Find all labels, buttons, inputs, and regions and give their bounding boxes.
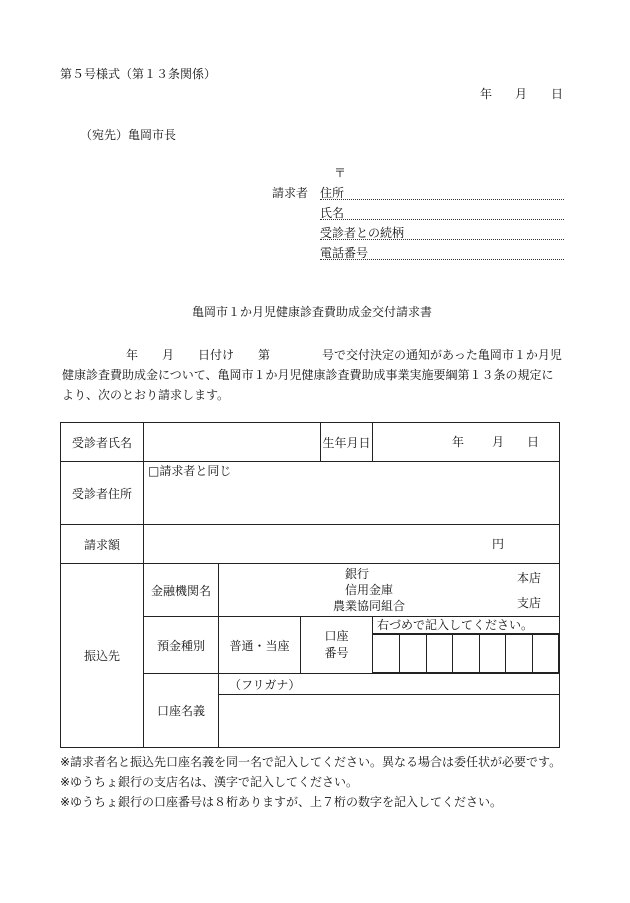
requester-relation-label: 受診者との続柄 bbox=[320, 226, 405, 240]
document-title: 亀岡市１か月児健康診査費助成金交付請求書 bbox=[192, 305, 433, 319]
claim-amount-label: 請求額 bbox=[61, 525, 144, 564]
yen-unit: 円 bbox=[492, 537, 505, 551]
account-number-label-line2: 番号 bbox=[324, 646, 349, 660]
birth-year: 年 bbox=[452, 435, 465, 449]
form-number: 第５号様式（第１３条関係） bbox=[60, 67, 217, 81]
birth-day: 日 bbox=[527, 435, 540, 449]
birth-date-cell[interactable] bbox=[373, 423, 560, 462]
body-line3: より、次のとおり請求します。 bbox=[62, 388, 230, 402]
body-day-dated: 日付け bbox=[198, 348, 235, 362]
patient-name-label: 受診者氏名 bbox=[61, 423, 144, 462]
requester-name-line[interactable] bbox=[320, 219, 564, 220]
account-digit-3[interactable] bbox=[426, 635, 453, 673]
furigana-cell[interactable] bbox=[219, 674, 560, 695]
account-digit-1[interactable] bbox=[373, 635, 400, 673]
date-day: 日 bbox=[551, 87, 564, 101]
institution-name-cell[interactable] bbox=[219, 564, 560, 617]
patient-address-cell[interactable] bbox=[144, 462, 560, 525]
date-month: 月 bbox=[515, 87, 528, 101]
account-digit-6[interactable] bbox=[506, 635, 533, 673]
account-digit-7[interactable] bbox=[532, 635, 559, 673]
note-2: ※ゆうちょ銀行の支店名は、漢字で記入してください。 bbox=[60, 775, 359, 789]
postal-mark: 〒 bbox=[334, 166, 347, 180]
account-digit-2[interactable] bbox=[400, 635, 427, 673]
same-as-requester-checkbox[interactable]: □請求者と同じ bbox=[148, 464, 232, 478]
note-3: ※ゆうちょ銀行の口座番号は８桁ありますが、上７桁の数字を記入してください。 bbox=[60, 795, 503, 809]
branch-label: 支店 bbox=[517, 596, 542, 610]
account-number-cell bbox=[373, 617, 560, 674]
agri-coop-label: 農業協同組合 bbox=[333, 599, 406, 613]
requester-phone-label: 電話番号 bbox=[320, 246, 369, 260]
note-1: ※請求者名と振込先口座名義を同一名で記入してください。異なる場合は委任状が必要です。 bbox=[60, 755, 562, 769]
account-digit-4[interactable] bbox=[453, 635, 480, 673]
credit-union-label: 信用金庫 bbox=[345, 583, 394, 597]
birth-month: 月 bbox=[492, 435, 505, 449]
body-line2: 健康診査費助成金について、亀岡市１か月児健康診査費助成事業実施要綱第１３条の規定に bbox=[62, 368, 554, 382]
bank-label: 銀行 bbox=[345, 567, 370, 581]
body-dai: 第 bbox=[258, 348, 271, 362]
right-align-note: 右づめで記入してください。 bbox=[373, 617, 559, 634]
account-number-digits bbox=[373, 634, 559, 673]
date-year: 年 bbox=[480, 87, 493, 101]
requester-address-label: 住所 bbox=[320, 186, 345, 200]
patient-address-label: 受診者住所 bbox=[61, 462, 144, 525]
application-table bbox=[60, 422, 560, 748]
requester-address-line[interactable] bbox=[320, 199, 564, 200]
deposit-type-options[interactable]: 普通・当座 bbox=[219, 617, 301, 674]
account-number-label bbox=[301, 617, 373, 674]
account-number-label-line1: 口座 bbox=[324, 629, 349, 644]
claim-amount-cell[interactable] bbox=[144, 525, 560, 564]
body-month: 月 bbox=[162, 348, 175, 362]
requester-phone-line[interactable] bbox=[320, 259, 564, 260]
patient-name-cell[interactable] bbox=[144, 423, 321, 462]
transfer-to-label: 振込先 bbox=[61, 564, 144, 748]
addressee: （宛先）亀岡市長 bbox=[80, 128, 177, 142]
deposit-type-label: 預金種別 bbox=[144, 617, 219, 674]
account-holder-label: 口座名義 bbox=[144, 674, 219, 748]
body-year: 年 bbox=[126, 348, 139, 362]
body-line1-text: 号で交付決定の通知があった亀岡市１か月児 bbox=[322, 348, 562, 362]
head-office-label: 本店 bbox=[517, 571, 542, 585]
requester-name-label: 氏名 bbox=[320, 206, 345, 220]
requester-relation-line[interactable] bbox=[320, 239, 564, 240]
institution-name-label: 金融機関名 bbox=[144, 564, 219, 617]
requester-label: 請求者 bbox=[272, 186, 309, 200]
birth-date-label: 生年月日 bbox=[321, 423, 373, 462]
furigana-label: （フリガナ） bbox=[229, 677, 301, 692]
account-digit-5[interactable] bbox=[479, 635, 506, 673]
account-holder-cell[interactable] bbox=[219, 695, 560, 748]
